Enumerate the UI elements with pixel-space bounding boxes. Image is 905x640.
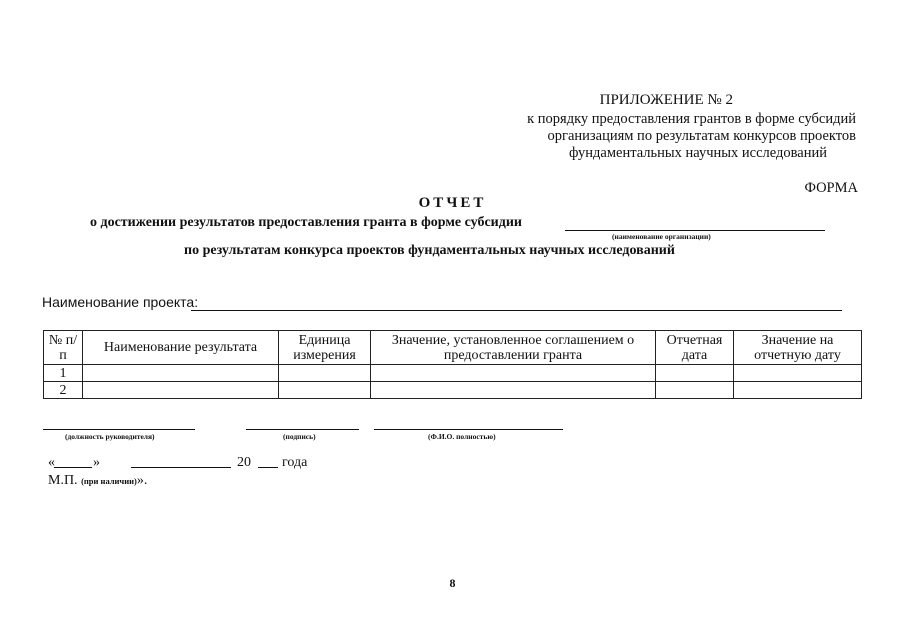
date-open-quote: « (48, 455, 55, 470)
stamp-note: (при наличии) (81, 476, 137, 486)
appendix-line: организациям по результатам конкурсов проектов (547, 128, 856, 144)
table-cell: 2 (44, 382, 83, 399)
page-number: 8 (449, 576, 456, 590)
table-row (44, 382, 862, 399)
date-close-quote: » (93, 455, 100, 470)
table-cell[interactable] (83, 365, 279, 382)
organization-field[interactable] (565, 230, 825, 231)
date-day-field[interactable] (54, 467, 92, 468)
table-row (44, 365, 862, 382)
report-title: ОТЧЕТ (418, 195, 487, 211)
table-cell[interactable] (279, 382, 371, 399)
table-cell[interactable] (734, 382, 862, 399)
date-year-suffix: года (282, 455, 308, 470)
stamp-label: М.П. (48, 473, 78, 488)
date-year-prefix: 20 (237, 455, 251, 470)
table-cell[interactable] (734, 365, 862, 382)
stamp-tail: ». (136, 473, 148, 488)
results-table (43, 330, 862, 399)
report-subtitle: о достижении результатов предоставления гранта в форме субсидии (90, 215, 522, 230)
stamp-line (48, 473, 147, 489)
date-year-field[interactable] (258, 467, 278, 468)
appendix-title: ПРИЛОЖЕНИЕ № 2 (599, 92, 733, 108)
column-header: Отчетная дата (656, 331, 734, 365)
column-header: Значение, установленное соглашением о предоставлении гранта (371, 331, 656, 365)
column-header: Значение на отчетную дату (734, 331, 862, 365)
signature-field[interactable] (246, 429, 359, 430)
project-name-label: Наименование проекта: (42, 294, 199, 310)
position-caption: (должность руководителя) (65, 432, 155, 441)
project-name-field[interactable] (191, 310, 842, 311)
form-label: ФОРМА (804, 180, 858, 196)
appendix-line: фундаментальных научных исследований (568, 145, 827, 161)
column-header: Единица измерения (279, 331, 371, 365)
date-month-field[interactable] (131, 467, 231, 468)
report-subtitle-2: по результатам конкурса проектов фундаментальных научных исследований (184, 243, 675, 258)
column-header: Наименование результата (83, 331, 279, 365)
table-cell[interactable] (83, 382, 279, 399)
table-cell: 1 (44, 365, 83, 382)
appendix-line: к порядку предоставления грантов в форме субсидий (527, 111, 856, 127)
table-cell[interactable] (371, 365, 656, 382)
full-name-caption: (Ф.И.О. полностью) (428, 432, 496, 441)
table-cell[interactable] (656, 365, 734, 382)
table-cell[interactable] (656, 382, 734, 399)
table-cell[interactable] (279, 365, 371, 382)
full-name-field[interactable] (374, 429, 563, 430)
organization-caption: (наименование организации) (612, 232, 711, 241)
signature-caption: (подпись) (283, 432, 316, 441)
column-header: № п/п (44, 331, 83, 365)
table-cell[interactable] (371, 382, 656, 399)
table-header-row (44, 331, 862, 365)
position-signature-field[interactable] (43, 429, 195, 430)
